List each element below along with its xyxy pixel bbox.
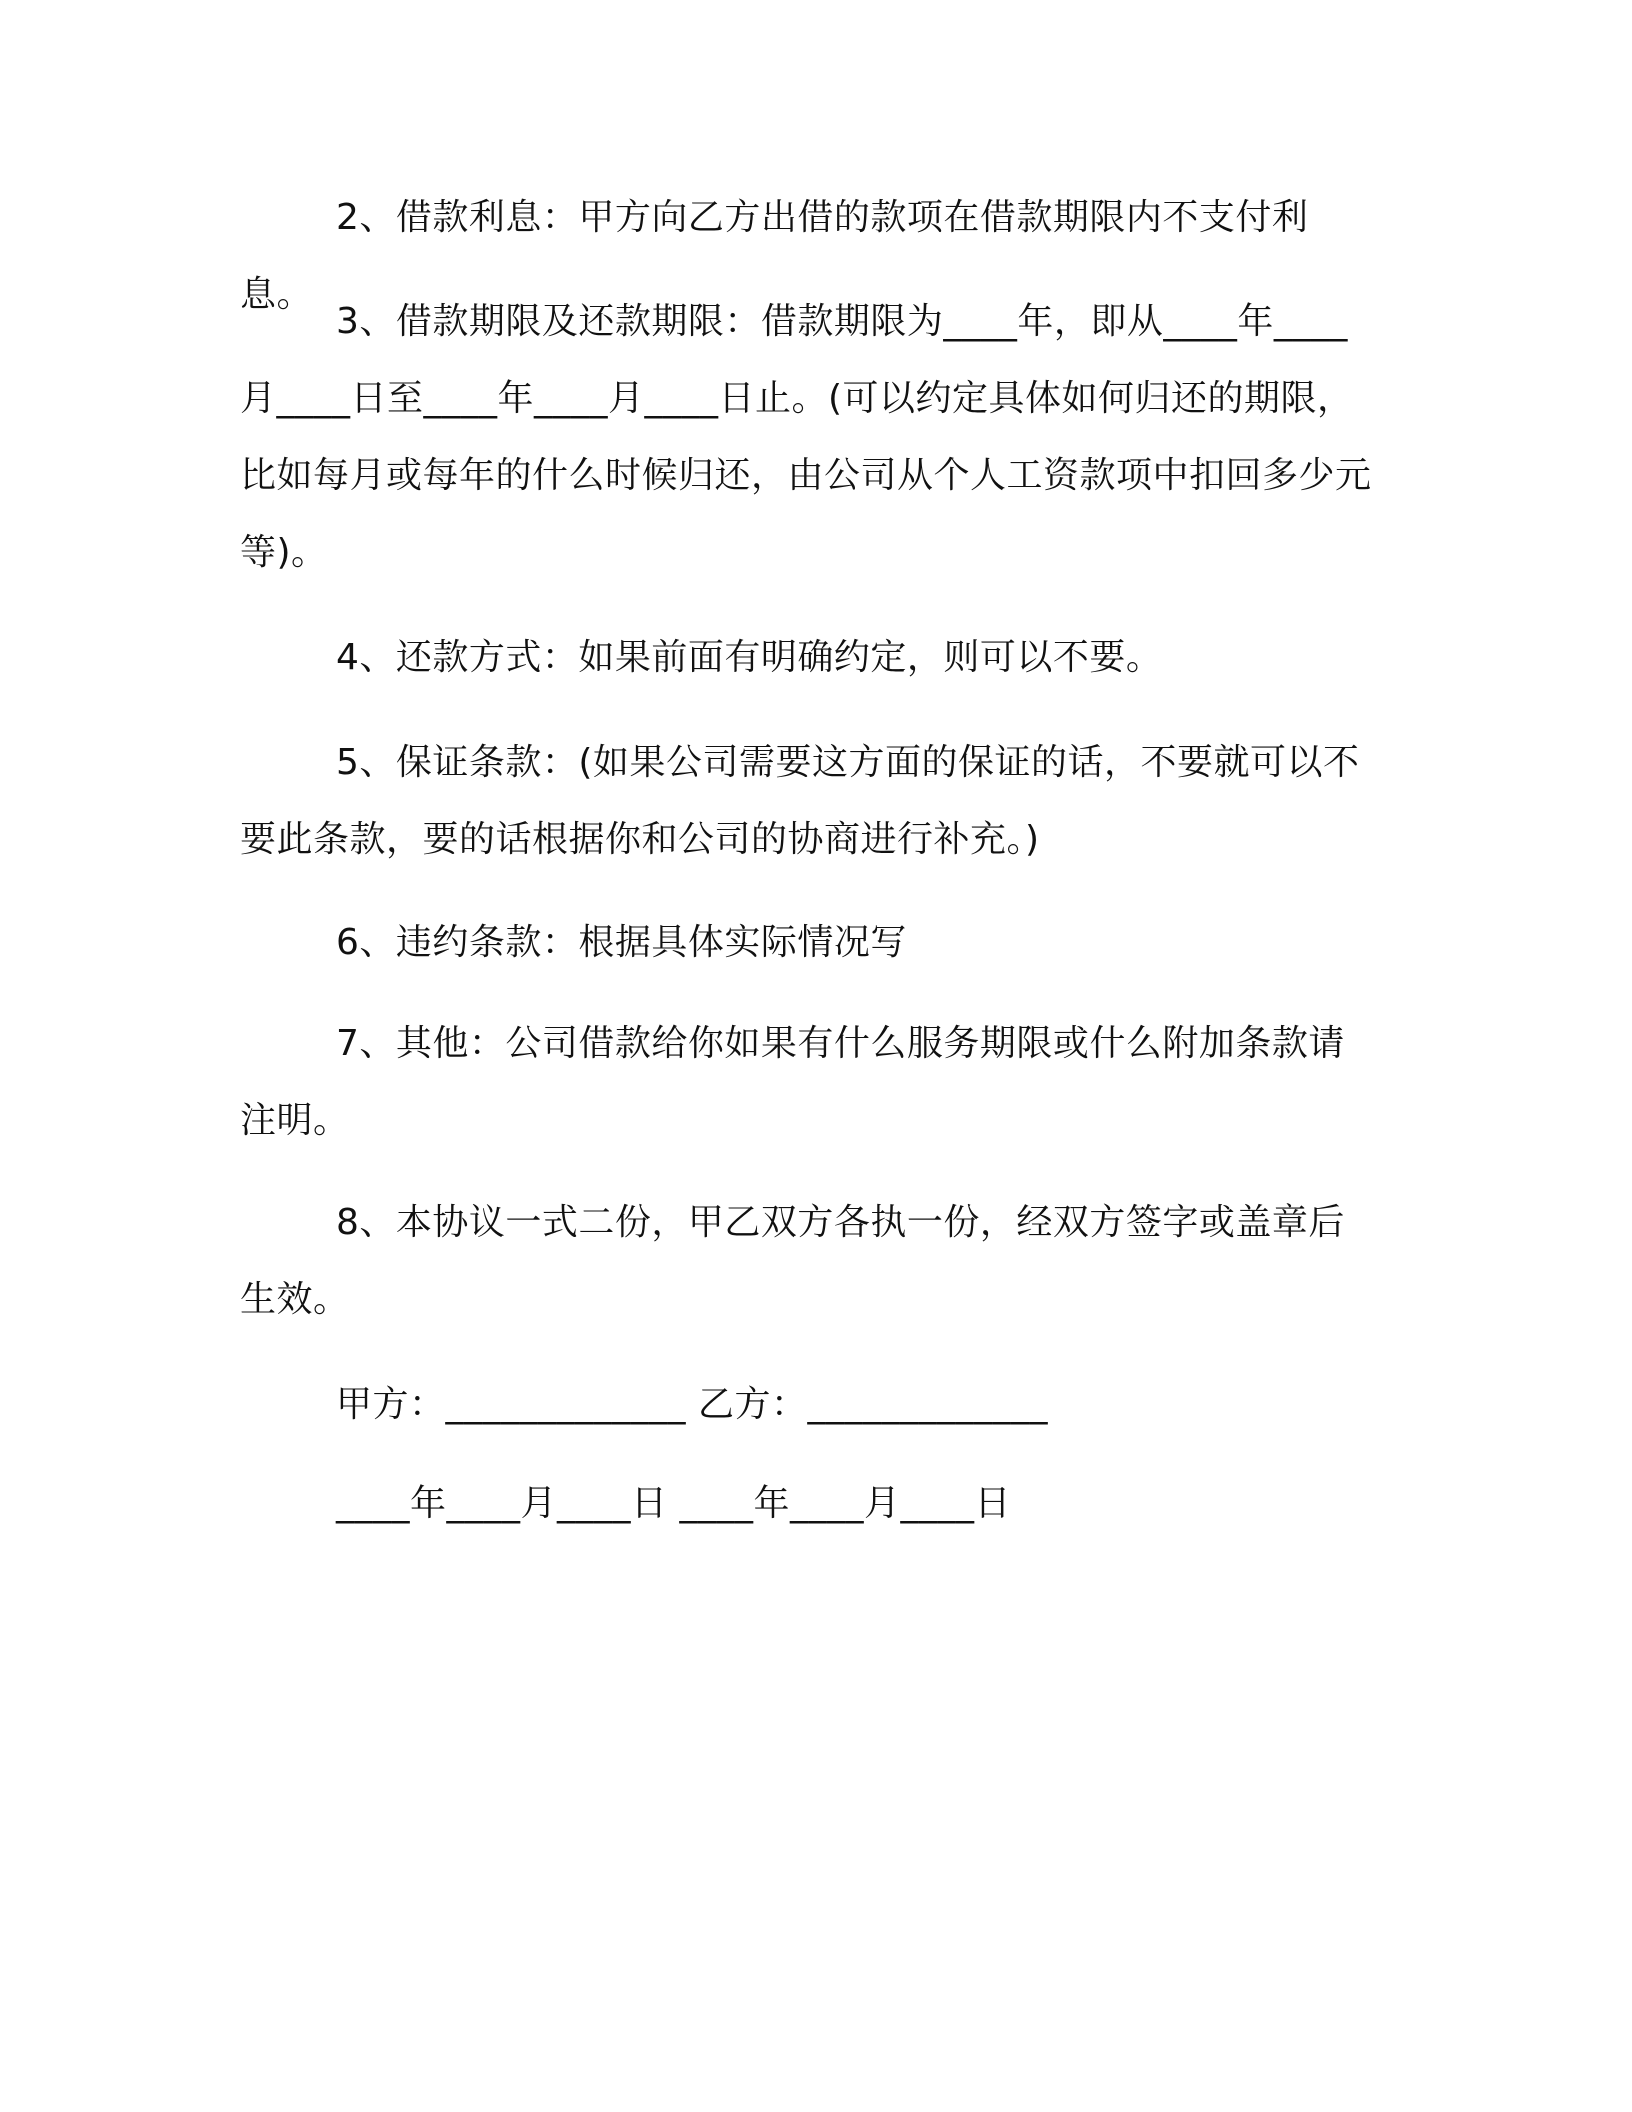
clause-guarantee: 5、保证条款：(如果公司需要这方面的保证的话，不要就可以不要此条款，要的话根据你和公司的协商进行补充。) [240,742,1360,860]
clause-repayment-method: 4、还款方式：如果前面有明确约定，则可以不要。 [336,637,1163,678]
clause-loan-term: 3、借款期限及还款期限：借款期限为____年，即从____年____月____日至____年____月____日止。(可以约定具体如何归还的期限，比如每月或每年的什么时候归还，由公司从个人工资款项中扣回多少元等)。 [240,301,1372,573]
clause-other: 7、其他：公司借款给你如果有什么服务期限或什么附加条款请注明。 [240,1023,1345,1141]
signature-dates-line: ____年____月____日 ____年____月____日 [336,1483,1011,1524]
clause-copies: 8、本协议一式二份，甲乙双方各执一份，经双方签字或盖章后生效。 [240,1202,1345,1320]
signature-parties-line: 甲方：_____________ 乙方：_____________ [336,1384,1048,1425]
clause-interest: 2、借款利息：甲方向乙方出借的款项在借款期限内不支付利息。 [240,197,1309,315]
clause-breach: 6、违约条款：根据具体实际情况写 [336,922,907,963]
